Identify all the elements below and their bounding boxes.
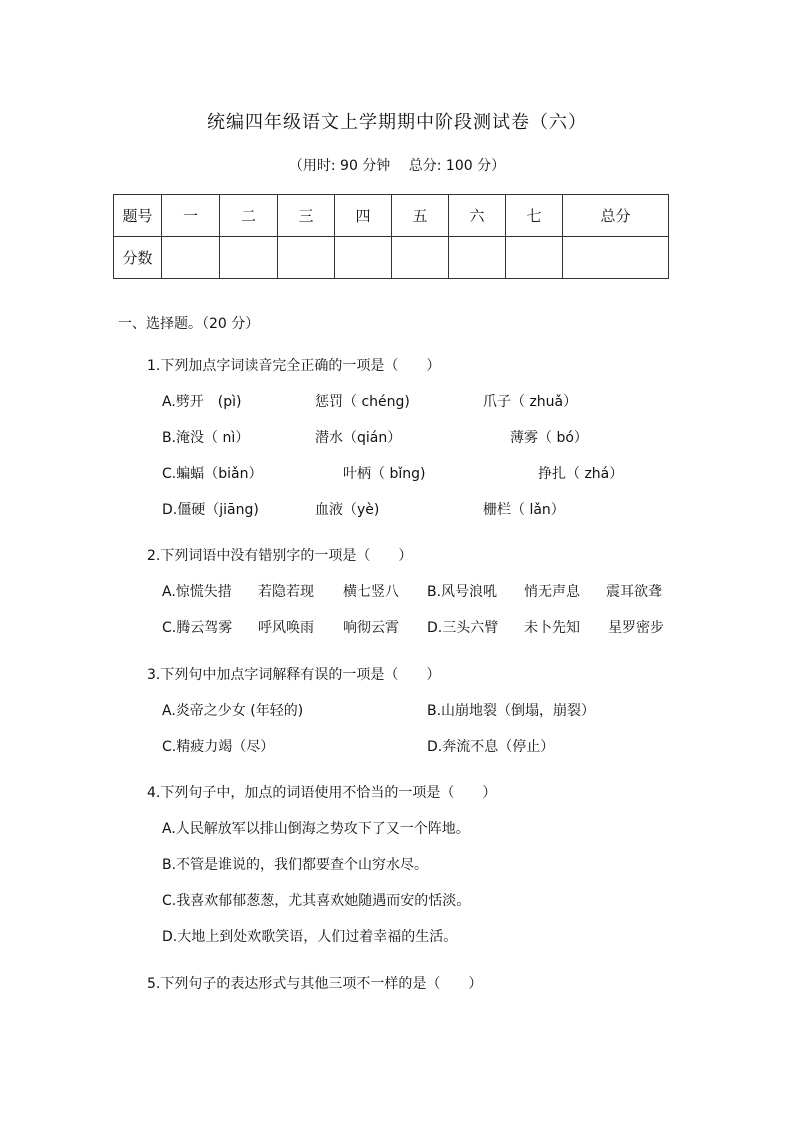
option-item: D.大地上到处欢歌笑语，人们过着幸福的生活。 <box>162 929 458 945</box>
table-header-cell: 六 <box>449 195 506 237</box>
option-item: 响彻云霄 <box>343 620 399 636</box>
option-item: 栅栏（ lǎn） <box>483 502 565 518</box>
option-item: D.三头六臂 <box>427 620 499 636</box>
section-heading: 一、选择题。（20 分） <box>118 316 260 332</box>
option-item: 星罗密步 <box>608 620 664 636</box>
option-item: 挣扎（ zhá） <box>538 466 624 482</box>
table-header-cell: 五 <box>392 195 449 237</box>
option-item: C.蝙蝠（biǎn） <box>162 466 263 482</box>
question-stem: 2.下列词语中没有错别字的一项是（ ） <box>147 548 413 564</box>
question-stem: 4.下列句子中，加点的词语使用不恰当的一项是（ ） <box>147 785 497 801</box>
option-item: 血液（yè) <box>315 502 380 518</box>
option-item: 震耳欲聋 <box>606 584 662 600</box>
option-item: C.精疲力竭（尽） <box>162 739 275 755</box>
question-stem: 3.下列句中加点字词解释有误的一项是（ ） <box>147 667 441 683</box>
option-item: B.不管是谁说的，我们都要查个山穷水尽。 <box>162 857 429 873</box>
page-title: 统编四年级语文上学期期中阶段测试卷（六） <box>207 112 587 133</box>
option-item: 惩罚（ chéng) <box>315 394 410 410</box>
score-table <box>113 194 669 279</box>
option-item: 未卜先知 <box>524 620 580 636</box>
table-header-cell: 二 <box>220 195 278 237</box>
option-item: A.劈开 (pì) <box>162 394 242 410</box>
table-header-cell: 四 <box>335 195 392 237</box>
option-item: A.炎帝之少女 (年轻的) <box>162 703 304 719</box>
question-stem: 1.下列加点字词读音完全正确的一项是（ ） <box>147 358 441 374</box>
option-item: D.奔流不息（停止） <box>427 739 555 755</box>
option-item: 薄雾（ bó） <box>510 430 588 446</box>
option-item: 叶柄（ bǐng) <box>343 466 426 482</box>
option-item: 潜水（qián） <box>315 430 402 446</box>
score-cell[interactable] <box>449 237 506 279</box>
table-header-cell: 三 <box>278 195 335 237</box>
option-item: 呼风唤雨 <box>258 620 314 636</box>
option-item: B.淹没（ nì） <box>162 430 250 446</box>
option-item: 爪子（ zhuǎ） <box>483 394 578 410</box>
option-item: 若隐若现 <box>258 584 314 600</box>
option-item: C.我喜欢郁郁葱葱，尤其喜欢她随遇而安的恬淡。 <box>162 893 471 909</box>
score-cell[interactable] <box>278 237 335 279</box>
score-cell[interactable] <box>335 237 392 279</box>
question-stem: 5.下列句子的表达形式与其他三项不一样的是（ ） <box>147 976 483 992</box>
exam-info: （用时: 90 分钟 总分: 100 分） <box>288 158 506 174</box>
option-item: 横七竖八 <box>343 584 399 600</box>
table-row-label: 分数 <box>114 237 162 279</box>
table-header-cell: 题号 <box>114 195 162 237</box>
table-row <box>114 237 669 279</box>
option-item: B.山崩地裂（倒塌，崩裂） <box>427 703 596 719</box>
option-item: 悄无声息 <box>524 584 580 600</box>
score-cell[interactable] <box>506 237 563 279</box>
score-cell[interactable] <box>220 237 278 279</box>
option-item: A.人民解放军以排山倒海之势攻下了又一个阵地。 <box>162 821 470 837</box>
table-row <box>114 195 669 237</box>
score-cell[interactable] <box>392 237 449 279</box>
table-header-cell: 七 <box>506 195 563 237</box>
table-header-cell: 总分 <box>563 195 669 237</box>
option-item: D.僵硬（jiāng) <box>162 502 259 518</box>
option-item: B.风号浪吼 <box>427 584 498 600</box>
score-cell[interactable] <box>162 237 220 279</box>
option-item: A.惊慌失措 <box>162 584 232 600</box>
table-header-cell: 一 <box>162 195 220 237</box>
option-item: C.腾云驾雾 <box>162 620 233 636</box>
score-cell[interactable] <box>563 237 669 279</box>
